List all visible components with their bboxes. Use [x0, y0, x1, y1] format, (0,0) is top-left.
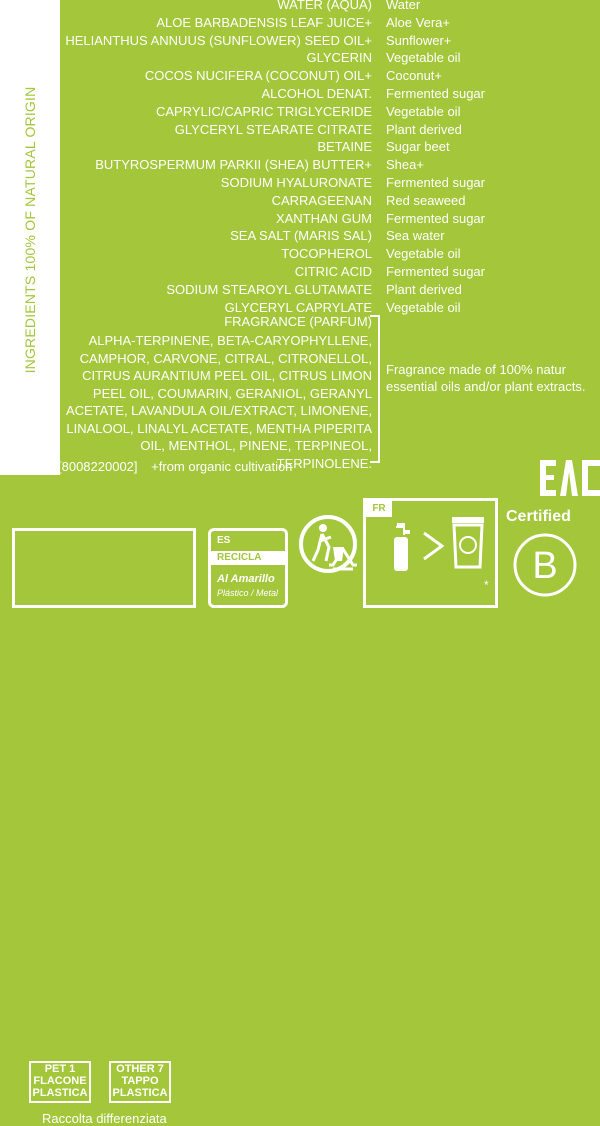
ingredient-name: TOCOPHEROL [281, 246, 372, 262]
es-amarillo: Al Amarillo [217, 573, 275, 585]
ingredient-origin: Fermented sugar [386, 175, 485, 190]
ingredient-origin: Vegetable oil [386, 299, 461, 315]
spain-recycle-box [208, 528, 288, 608]
bottle-icon [390, 523, 412, 576]
ingredient-name: SEA SALT (MARIS SAL) [230, 228, 372, 244]
ingredient-origin: Fermented sugar [386, 86, 485, 101]
fragrance-components: ALPHA-TERPINENE, BETA-CARYOPHYLLENE, CAMPHOR, CARVONE, CITRAL, CITRONELLOL, CITRUS AURANTIUM PEEL OIL, CITRUS LIMON PEEL OIL, COUMARIN, GERANIOL, GERANYL ACETATE, LAVANDULA OIL/EXTRACT, LIMONENE, LINALOOL, LINALYL ACETATE, MENTHA PIPERITA OIL, MENTHOL, PINENE, TERPINEOL, TERPINOLENE. [65, 333, 372, 471]
ingredient-origin: Shea+ [386, 157, 424, 173]
fragrance-bracket [370, 315, 380, 463]
recycling-box [12, 528, 196, 1126]
ingredient-name: ALCOHOL DENAT. [261, 86, 372, 101]
ingredient-name: SODIUM STEAROYL GLUTAMATE [166, 281, 372, 297]
ingredient-name: HELIANTHUS ANNUUS (SUNFLOWER) SEED OIL+ [65, 32, 372, 48]
side-label: INGREDIENTS 100% OF NATURAL ORIGIN [22, 86, 38, 374]
es-recicla: RECICLA [211, 551, 285, 565]
ingredient-row [60, 138, 600, 156]
ingredient-row [60, 67, 600, 85]
ingredient-origin: Fermented sugar [386, 264, 485, 279]
ingredient-name: SODIUM HYALURONATE [220, 175, 372, 190]
ingredient-name: CARRAGEENAN [271, 192, 372, 208]
ingredient-origin: Vegetable oil [386, 246, 461, 262]
es-plastico: Plástico / Metal [217, 588, 279, 598]
ingredient-row [60, 210, 600, 228]
organic-note: +from organic cultivation [151, 459, 293, 474]
triman-box [363, 498, 498, 608]
ingredient-name: ALOE BARBADENSIS LEAF JUICE+ [156, 14, 372, 30]
bin-icon [450, 515, 486, 576]
ingredient-origin: Sunflower+ [386, 32, 452, 48]
ingredient-origin: Water [386, 0, 421, 12]
fragrance-header: FRAGRANCE (PARFUM) [224, 314, 372, 329]
ingredient-name: WATER (AQUA) [277, 0, 372, 12]
pet-flacone-box: PET 1 FLACONE PLASTICA [29, 1061, 91, 1103]
fr-tag: FR [366, 501, 392, 517]
ingredient-name: GLYCERYL CAPRYLATE [224, 299, 372, 315]
ingredient-name: XANTHAN GUM [275, 210, 372, 226]
ingredient-row [60, 227, 600, 245]
side-band [0, 0, 60, 475]
ingredient-row [60, 121, 600, 139]
mobius-icon [325, 545, 361, 581]
ingredient-name: CITRIC ACID [294, 264, 372, 279]
ingredient-name: BETAINE [317, 139, 372, 155]
ingredient-name: CAPRYLIC/CAPRIC TRIGLYCERIDE [156, 103, 372, 119]
ingredient-row [60, 14, 600, 32]
ingredient-origin: Sugar beet [386, 139, 450, 155]
ingredient-row [60, 85, 600, 103]
ingredient-row [60, 174, 600, 192]
ingredient-name: COCOS NUCIFERA (COCONUT) OIL+ [144, 68, 372, 84]
ingredient-origin: Aloe Vera+ [386, 14, 450, 30]
ingredient-row [60, 281, 600, 299]
bcorp-letter: B [532, 545, 558, 587]
ingredient-row [60, 103, 600, 121]
fragrance-note: Fragrance made of 100% natur essential oils and/or plant extracts. [386, 362, 586, 394]
ingredient-row [60, 263, 600, 281]
es-tag: ES [217, 535, 231, 546]
ingredient-row [60, 192, 600, 210]
bcorp-certified: Certified [506, 508, 571, 525]
ingredient-origin: Red seaweed [386, 192, 466, 208]
ingredient-origin: Plant derived [386, 281, 462, 297]
asterisk: * [484, 578, 489, 592]
other-tappo-box: OTHER 7 TAPPO PLASTICA [109, 1061, 171, 1103]
ingredient-row [60, 49, 600, 67]
ingredient-row [60, 0, 600, 14]
footer-codes [58, 458, 302, 476]
ingredient-origin: Coconut+ [386, 68, 443, 84]
eac-icon [538, 458, 600, 500]
ingredient-origin: Vegetable oil [386, 50, 461, 66]
bcorp-icon [512, 532, 578, 598]
ingredient-origin: Fermented sugar [386, 210, 485, 226]
ingredient-row [60, 32, 600, 50]
ingredient-row [60, 156, 600, 174]
arrow-icon [422, 531, 444, 566]
raccolta-label: Raccolta differenziata [42, 1111, 167, 1126]
ingredient-origin: Sea water [386, 228, 445, 244]
ingredient-name: GLYCERYL STEARATE CITRATE [174, 121, 372, 137]
ingredient-origin: Vegetable oil [386, 103, 461, 119]
ingredient-row [60, 245, 600, 263]
product-code: [8008220002] [58, 459, 138, 474]
ingredient-name: GLYCERIN [306, 50, 372, 66]
ingredient-name: BUTYROSPERMUM PARKII (SHEA) BUTTER+ [95, 157, 372, 173]
ingredient-origin: Plant derived [386, 121, 462, 137]
